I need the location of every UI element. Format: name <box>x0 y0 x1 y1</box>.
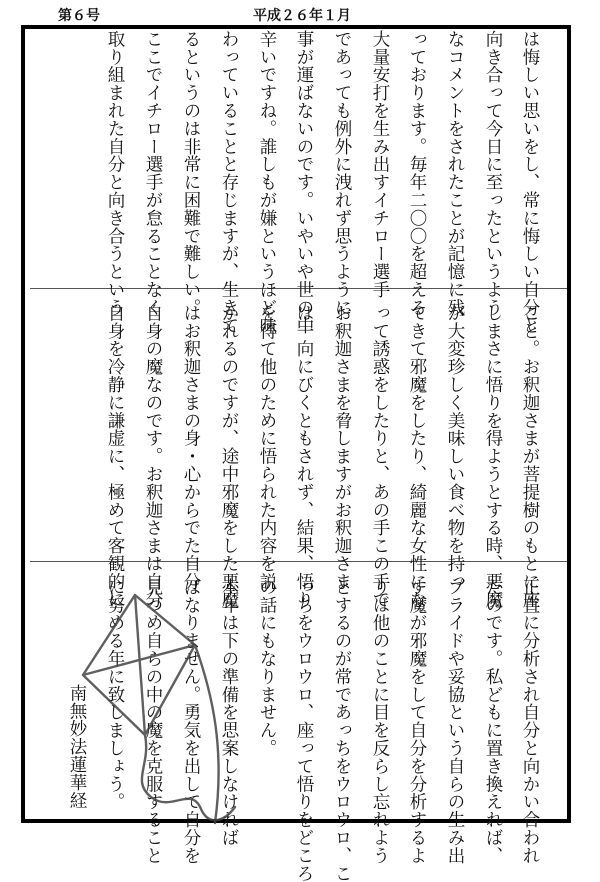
text-column: 自身の魔なのです。お釈迦さまは自分 <box>143 304 163 609</box>
text-column: はお釈迦さまの身・心からでた自分 <box>181 304 201 591</box>
text-column: の話にもなりません。 <box>257 578 277 757</box>
text-column: わっていることと存じますが、生きて <box>219 30 239 335</box>
text-column: お釈迦さまを脅しますがお釈迦さま <box>332 304 352 591</box>
text-column: とするのが常であっちをウロウロ、こ <box>332 578 352 882</box>
text-column: 自身を冷静に謙虚に、極めて客観的に <box>105 304 125 609</box>
issue-number: 第６号 <box>58 8 100 24</box>
text-column: りは他のことに目を反らし忘れよう <box>370 578 390 865</box>
text-column: は一向にびくともされず、結果、悟り <box>294 304 314 609</box>
text-column: なコメントをされたことが記憶に残 <box>445 30 465 317</box>
text-column: 本年は下の準備を思案しなければ <box>219 578 239 847</box>
text-column: 向き合って今日に至ったというよう <box>483 30 503 317</box>
text-column: 辛いですね。誰しもが嫌というほど味 <box>257 30 277 335</box>
text-column: かれるのですが、途中邪魔をした悪魔 <box>219 304 239 609</box>
text-column: に努める年に致しましょう。 <box>105 578 125 811</box>
text-column: が大変珍しく美味しい食べ物を持っ <box>445 304 465 591</box>
text-column: 見つめ自らの中の魔を克服すること <box>143 578 163 865</box>
text-column: 大量安打を生み出すイチロー選手 <box>370 30 390 299</box>
text-column: であっても例外に洩れず思うように <box>332 30 352 317</box>
text-column: って誘惑をしたりと、あの手この手で <box>370 304 390 609</box>
text-column: ばなりません。勇気を出して自分を <box>181 578 201 865</box>
text-column: は悔しい思いをし、常に悔しい自分と <box>520 30 540 335</box>
text-column: を得て他のために悟られた内容を説 <box>257 304 277 591</box>
issue-date: 平成２６年１月 <box>253 8 351 24</box>
text-column: てきて邪魔をしたり、綺麗な女性にな <box>407 304 427 609</box>
text-column: 正直に分析され自分と向かい合われ <box>520 578 540 865</box>
text-column: 事が運ばないのです。いやいや世の中 <box>294 30 314 335</box>
text-column: プライドや妥協という自らの生み出 <box>445 578 465 865</box>
text-column: しまさに悟りを得ようとする時、悪魔 <box>483 304 503 609</box>
signature-chant: 南無妙法蓮華経 <box>67 684 87 810</box>
text-column: たのです。私どもに置き換えれば、 <box>483 578 503 865</box>
text-column: こと。お釈迦さまが菩提樹のもとに座 <box>520 304 540 609</box>
text-column: す魔が邪魔をして自分を分析するよ <box>407 578 427 865</box>
text-column: 取り組まれた自分と向き合うという <box>105 30 125 317</box>
text-column: るというのは非常に困難で難しい。 <box>181 30 201 317</box>
text-column: ここでイチロー選手が怠ることなく <box>143 30 163 317</box>
text-column: っております。毎年二〇〇を超える <box>407 30 427 317</box>
text-column: っちをウロウロ、座って悟りをどころ <box>294 578 314 882</box>
